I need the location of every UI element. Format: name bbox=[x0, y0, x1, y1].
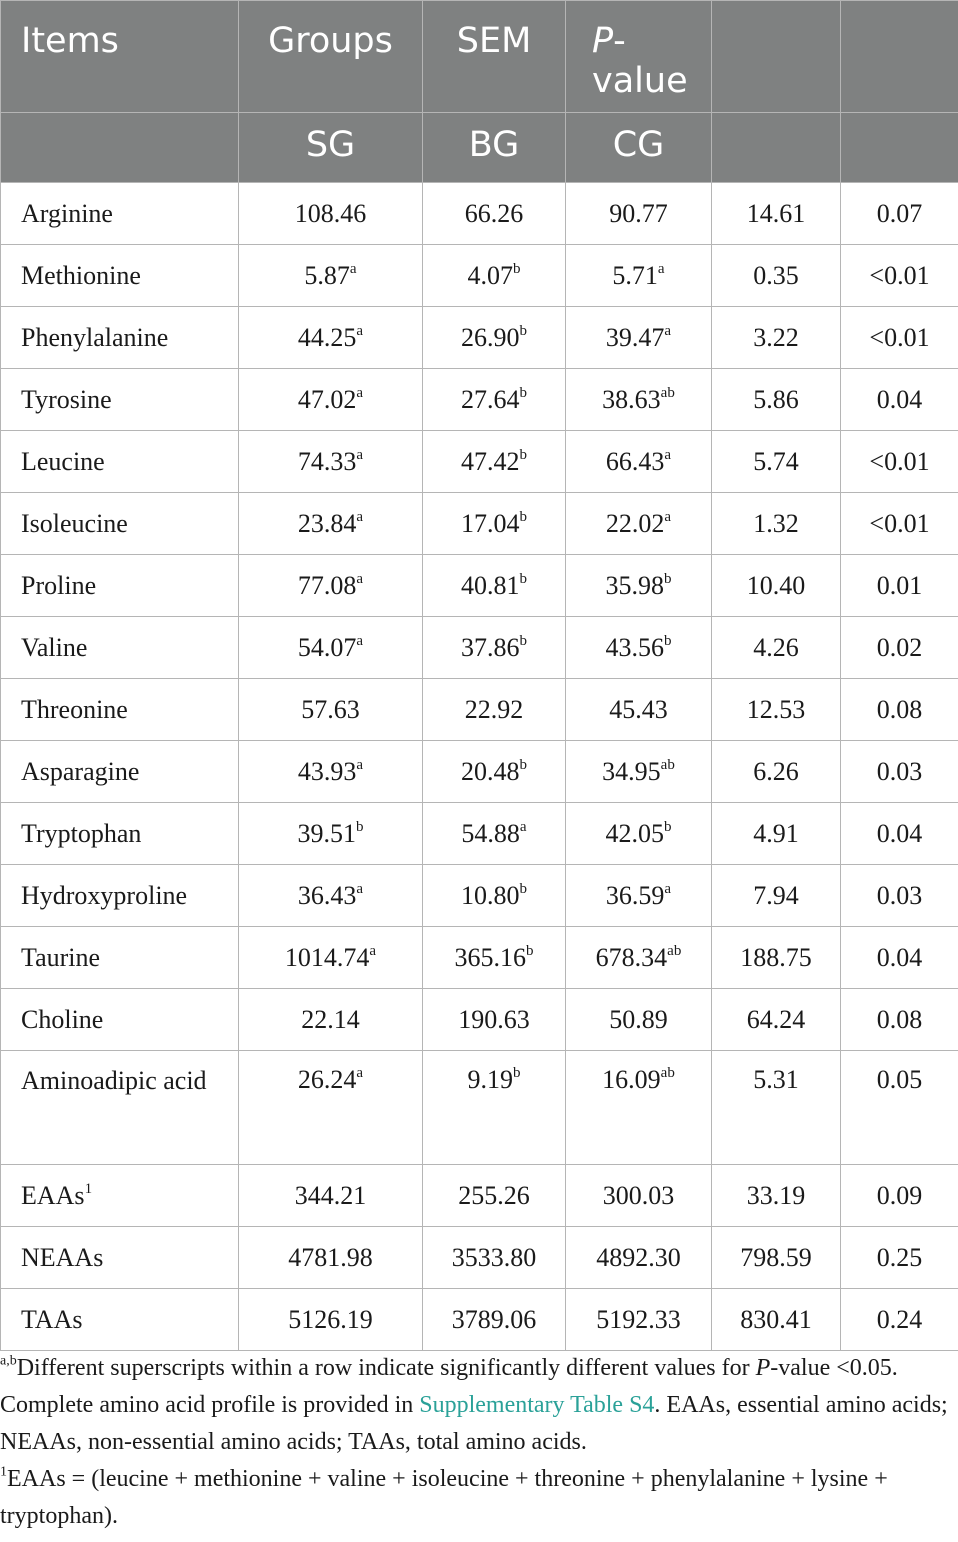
header-sem: SEM bbox=[423, 1, 566, 113]
cell-sem: 4.26 bbox=[712, 617, 841, 679]
cell-cg-superscript: b bbox=[664, 818, 672, 835]
cell-bg-value: 47.42 bbox=[461, 446, 520, 476]
row-item-name bbox=[1, 989, 239, 1051]
cell-bg-superscript: b bbox=[519, 384, 527, 401]
cell-sg-value: 74.33 bbox=[297, 446, 357, 476]
cell-sg-value: 77.08 bbox=[297, 570, 357, 600]
cell-sg bbox=[239, 617, 423, 679]
cell-p: 0.09 bbox=[841, 1165, 958, 1227]
row-item-label: Tyrosine bbox=[21, 384, 112, 414]
cell-bg bbox=[423, 1165, 566, 1227]
cell-sem: 33.19 bbox=[712, 1165, 841, 1227]
cell-p: 0.03 bbox=[841, 865, 958, 927]
cell-bg bbox=[423, 741, 566, 803]
cell-cg-superscript: ab bbox=[667, 942, 682, 959]
cell-cg-superscript: a bbox=[664, 508, 672, 525]
cell-sem: 5.31 bbox=[712, 1051, 841, 1165]
row-item-label: Arginine bbox=[21, 198, 113, 228]
cell-cg bbox=[566, 493, 712, 555]
cell-bg-value: 20.48 bbox=[461, 756, 520, 786]
cell-sg bbox=[239, 679, 423, 741]
cell-bg-value: 37.86 bbox=[461, 632, 520, 662]
table-row bbox=[1, 245, 958, 307]
cell-sg-value: 5126.19 bbox=[288, 1304, 373, 1334]
cell-sg bbox=[239, 1051, 423, 1165]
cell-cg-value: 16.09 bbox=[602, 1065, 661, 1094]
cell-p: <0.01 bbox=[841, 245, 958, 307]
cell-p: <0.01 bbox=[841, 431, 958, 493]
cell-p: 0.04 bbox=[841, 369, 958, 431]
cell-bg-superscript: b bbox=[519, 880, 527, 897]
row-item-name bbox=[1, 803, 239, 865]
cell-sg bbox=[239, 493, 423, 555]
cell-sg-superscript: a bbox=[356, 384, 364, 401]
table-row bbox=[1, 865, 958, 927]
cell-cg-superscript: ab bbox=[660, 756, 675, 773]
cell-bg-value: 3789.06 bbox=[451, 1304, 537, 1334]
cell-p: 0.04 bbox=[841, 927, 958, 989]
cell-cg-superscript: a bbox=[664, 880, 672, 897]
row-item-name bbox=[1, 1289, 239, 1351]
cell-sg bbox=[239, 431, 423, 493]
row-item-label: Threonine bbox=[21, 694, 128, 724]
row-item-name bbox=[1, 183, 239, 245]
table-row bbox=[1, 679, 958, 741]
cell-sg bbox=[239, 1289, 423, 1351]
cell-bg bbox=[423, 1289, 566, 1351]
cell-sg-value: 22.14 bbox=[301, 1004, 360, 1034]
cell-sem: 798.59 bbox=[712, 1227, 841, 1289]
table-footnotes bbox=[0, 1350, 950, 1535]
cell-bg bbox=[423, 989, 566, 1051]
cell-cg-value: 50.89 bbox=[609, 1004, 668, 1034]
cell-sem: 10.40 bbox=[712, 555, 841, 617]
cell-cg-superscript: a bbox=[664, 446, 672, 463]
cell-sem: 5.86 bbox=[712, 369, 841, 431]
table-row bbox=[1, 617, 958, 679]
cell-bg bbox=[423, 1051, 566, 1165]
table-row bbox=[1, 1227, 958, 1289]
cell-cg-value: 300.03 bbox=[602, 1180, 675, 1210]
header-items: Items bbox=[1, 1, 239, 113]
cell-sg-superscript: a bbox=[356, 880, 364, 897]
cell-bg-superscript: b bbox=[519, 756, 527, 773]
cell-sg-superscript: a bbox=[356, 322, 364, 339]
footnote-ab-text-2: -value <0.05. Complete amino acid profile is provided in bbox=[0, 1355, 898, 1418]
table-row bbox=[1, 493, 958, 555]
cell-p: 0.05 bbox=[841, 1051, 958, 1165]
header-empty-1 bbox=[712, 1, 841, 113]
cell-cg-value: 66.43 bbox=[605, 446, 665, 476]
cell-sem: 188.75 bbox=[712, 927, 841, 989]
cell-cg bbox=[566, 1227, 712, 1289]
cell-cg-superscript: b bbox=[664, 632, 672, 649]
cell-bg-superscript: b bbox=[513, 1064, 521, 1081]
cell-sg-superscript: a bbox=[349, 260, 357, 277]
cell-bg-value: 27.64 bbox=[461, 384, 520, 414]
row-item-name bbox=[1, 245, 239, 307]
cell-bg bbox=[423, 307, 566, 369]
cell-sem: 3.22 bbox=[712, 307, 841, 369]
cell-sg-value: 39.51 bbox=[297, 818, 356, 848]
cell-sg bbox=[239, 1227, 423, 1289]
table-row bbox=[1, 1165, 958, 1227]
cell-cg-value: 90.77 bbox=[609, 198, 668, 228]
cell-bg-superscript: b bbox=[519, 632, 527, 649]
row-item-name bbox=[1, 865, 239, 927]
cell-cg bbox=[566, 1289, 712, 1351]
row-item-name bbox=[1, 927, 239, 989]
cell-bg-value: 17.04 bbox=[461, 508, 520, 538]
cell-sg-value: 4781.98 bbox=[288, 1242, 373, 1272]
table-row bbox=[1, 989, 958, 1051]
header-p-dash: - bbox=[613, 21, 626, 61]
row-item-name bbox=[1, 617, 239, 679]
cell-cg-superscript: ab bbox=[660, 1064, 675, 1081]
row-item-label: EAAs bbox=[21, 1180, 85, 1210]
supplementary-table-link[interactable]: Supplementary Table S4 bbox=[419, 1392, 655, 1418]
cell-bg bbox=[423, 493, 566, 555]
footnote-1 bbox=[0, 1461, 950, 1535]
cell-sem: 5.74 bbox=[712, 431, 841, 493]
cell-cg bbox=[566, 183, 712, 245]
cell-cg-value: 42.05 bbox=[605, 818, 664, 848]
cell-sem: 6.26 bbox=[712, 741, 841, 803]
table-body bbox=[1, 183, 958, 1351]
cell-bg-superscript: a bbox=[519, 818, 527, 835]
cell-sg bbox=[239, 555, 423, 617]
cell-bg-value: 9.19 bbox=[467, 1065, 513, 1094]
table-row bbox=[1, 1289, 958, 1351]
cell-bg-value: 66.26 bbox=[464, 198, 524, 228]
header-p-value bbox=[566, 1, 712, 113]
cell-sg-superscript: a bbox=[356, 1064, 364, 1081]
cell-cg-value: 22.02 bbox=[605, 508, 665, 538]
cell-sg bbox=[239, 307, 423, 369]
table-row bbox=[1, 803, 958, 865]
cell-bg-value: 40.81 bbox=[461, 570, 520, 600]
cell-bg-value: 255.26 bbox=[458, 1180, 530, 1210]
cell-sem: 0.35 bbox=[712, 245, 841, 307]
cell-cg-superscript: b bbox=[664, 570, 672, 587]
cell-cg-value: 45.43 bbox=[609, 694, 668, 724]
cell-bg bbox=[423, 245, 566, 307]
cell-sg-value: 108.46 bbox=[294, 198, 367, 228]
cell-sg-value: 1014.74 bbox=[284, 942, 370, 972]
cell-bg-value: 3533.80 bbox=[451, 1242, 537, 1272]
cell-bg-value: 365.16 bbox=[454, 942, 526, 972]
cell-sg bbox=[239, 369, 423, 431]
cell-sem: 830.41 bbox=[712, 1289, 841, 1351]
header-p-letter: P bbox=[592, 21, 614, 61]
cell-cg bbox=[566, 741, 712, 803]
row-item-label: Asparagine bbox=[21, 756, 140, 786]
row-item-name bbox=[1, 741, 239, 803]
footnote-ab bbox=[0, 1350, 950, 1461]
cell-bg-superscript: b bbox=[519, 570, 527, 587]
cell-p: 0.01 bbox=[841, 555, 958, 617]
cell-sem: 7.94 bbox=[712, 865, 841, 927]
cell-sg bbox=[239, 1165, 423, 1227]
cell-bg bbox=[423, 369, 566, 431]
row-item-label: Proline bbox=[21, 570, 97, 600]
table-row bbox=[1, 307, 958, 369]
cell-bg bbox=[423, 927, 566, 989]
row-item-name bbox=[1, 1051, 239, 1165]
cell-sg-value: 43.93 bbox=[297, 756, 357, 786]
cell-sg-value: 36.43 bbox=[297, 880, 357, 910]
cell-sg-value: 26.24 bbox=[297, 1065, 357, 1094]
header-empty-2 bbox=[841, 1, 958, 113]
header-p-word: value bbox=[592, 61, 688, 101]
cell-cg-value: 5192.33 bbox=[596, 1304, 681, 1334]
row-item-label: Isoleucine bbox=[21, 508, 128, 538]
cell-bg-superscript: b bbox=[526, 942, 534, 959]
table-row bbox=[1, 431, 958, 493]
footnote-1-marker: 1 bbox=[0, 1464, 7, 1480]
footnote-ab-text-3: . EAAs, essential amino acids; NEAAs, non-essential amino acids; TAAs, total amino acids. bbox=[0, 1392, 948, 1455]
cell-cg-value: 34.95 bbox=[602, 756, 661, 786]
cell-sem: 14.61 bbox=[712, 183, 841, 245]
cell-sg-superscript: a bbox=[356, 508, 364, 525]
cell-cg bbox=[566, 927, 712, 989]
cell-cg bbox=[566, 555, 712, 617]
cell-bg bbox=[423, 1227, 566, 1289]
cell-cg-value: 35.98 bbox=[605, 570, 664, 600]
cell-bg-superscript: b bbox=[519, 446, 527, 463]
header-groups: Groups bbox=[239, 1, 423, 113]
cell-cg bbox=[566, 1051, 712, 1165]
table-row bbox=[1, 555, 958, 617]
row-item-name bbox=[1, 555, 239, 617]
cell-cg bbox=[566, 431, 712, 493]
cell-cg-value: 4892.30 bbox=[596, 1242, 681, 1272]
cell-sg bbox=[239, 989, 423, 1051]
row-item-name bbox=[1, 493, 239, 555]
row-item-name bbox=[1, 431, 239, 493]
cell-sem: 4.91 bbox=[712, 803, 841, 865]
row-item-label: Taurine bbox=[21, 942, 101, 972]
cell-p: 0.25 bbox=[841, 1227, 958, 1289]
row-item-name bbox=[1, 679, 239, 741]
row-item-name bbox=[1, 307, 239, 369]
header-empty-4 bbox=[841, 113, 958, 183]
header-empty-3 bbox=[712, 113, 841, 183]
row-item-label: TAAs bbox=[21, 1304, 83, 1334]
row-item-label: Hydroxyproline bbox=[21, 880, 188, 910]
footnote-1-text: EAAs = (leucine + methionine + valine + isoleucine + threonine + phenylalanine + lysine + tryptophan). bbox=[0, 1466, 888, 1529]
cell-cg-value: 39.47 bbox=[605, 322, 665, 352]
cell-bg bbox=[423, 555, 566, 617]
cell-p: 0.24 bbox=[841, 1289, 958, 1351]
cell-cg-superscript: a bbox=[664, 322, 672, 339]
table-row bbox=[1, 1051, 958, 1165]
cell-bg-value: 26.90 bbox=[461, 322, 520, 352]
cell-sg-superscript: a bbox=[356, 632, 364, 649]
cell-bg bbox=[423, 803, 566, 865]
row-item-label: Valine bbox=[21, 632, 88, 662]
row-item-label: Tryptophan bbox=[21, 818, 142, 848]
table-row bbox=[1, 183, 958, 245]
cell-cg-value: 38.63 bbox=[602, 384, 661, 414]
cell-bg-value: 54.88 bbox=[461, 818, 520, 848]
table-row bbox=[1, 927, 958, 989]
cell-sg bbox=[239, 803, 423, 865]
cell-cg bbox=[566, 617, 712, 679]
header-cg: CG bbox=[566, 113, 712, 183]
cell-p: 0.07 bbox=[841, 183, 958, 245]
row-item-footnote-marker: 1 bbox=[84, 1180, 93, 1197]
row-item-label: Aminoadipic acid bbox=[21, 1066, 207, 1095]
cell-bg bbox=[423, 431, 566, 493]
cell-sem: 64.24 bbox=[712, 989, 841, 1051]
cell-cg bbox=[566, 803, 712, 865]
cell-sem: 12.53 bbox=[712, 679, 841, 741]
row-item-label: Choline bbox=[21, 1004, 104, 1034]
cell-sg-value: 44.25 bbox=[297, 322, 357, 352]
row-item-label: Methionine bbox=[21, 260, 141, 290]
header-blank bbox=[1, 113, 239, 183]
cell-sg bbox=[239, 741, 423, 803]
row-item-label: Leucine bbox=[21, 446, 105, 476]
cell-sg bbox=[239, 927, 423, 989]
cell-bg-value: 10.80 bbox=[461, 880, 520, 910]
cell-bg-superscript: b bbox=[519, 322, 527, 339]
cell-sem: 1.32 bbox=[712, 493, 841, 555]
header-row-1 bbox=[1, 1, 958, 113]
cell-bg bbox=[423, 679, 566, 741]
cell-p: 0.08 bbox=[841, 679, 958, 741]
cell-cg-superscript: a bbox=[657, 260, 665, 277]
row-item-name bbox=[1, 1165, 239, 1227]
cell-cg bbox=[566, 1165, 712, 1227]
row-item-label: NEAAs bbox=[21, 1242, 104, 1272]
cell-cg-value: 43.56 bbox=[605, 632, 664, 662]
cell-sg bbox=[239, 183, 423, 245]
cell-sg-value: 23.84 bbox=[297, 508, 357, 538]
cell-sg-superscript: a bbox=[369, 942, 377, 959]
cell-cg-value: 36.59 bbox=[605, 880, 665, 910]
header-row-2 bbox=[1, 113, 958, 183]
row-item-label: Phenylalanine bbox=[21, 322, 169, 352]
cell-cg-superscript: ab bbox=[660, 384, 675, 401]
cell-sg-value: 344.21 bbox=[294, 1180, 367, 1210]
cell-cg-value: 5.71 bbox=[612, 260, 658, 290]
footnote-ab-marker: a,b bbox=[0, 1353, 17, 1369]
cell-sg-value: 57.63 bbox=[301, 694, 360, 724]
cell-bg bbox=[423, 617, 566, 679]
cell-p: 0.02 bbox=[841, 617, 958, 679]
header-sg: SG bbox=[239, 113, 423, 183]
cell-bg-superscript: b bbox=[519, 508, 527, 525]
table-row bbox=[1, 369, 958, 431]
cell-bg-value: 190.63 bbox=[458, 1004, 530, 1034]
footnote-ab-text-1: Different superscripts within a row indicate significantly different values for bbox=[16, 1355, 756, 1381]
cell-sg-superscript: a bbox=[356, 570, 364, 587]
cell-sg-superscript: a bbox=[356, 756, 364, 773]
cell-cg bbox=[566, 679, 712, 741]
cell-sg-value: 54.07 bbox=[297, 632, 357, 662]
row-item-name bbox=[1, 369, 239, 431]
cell-bg-superscript: b bbox=[513, 260, 521, 277]
cell-cg bbox=[566, 307, 712, 369]
cell-sg-value: 47.02 bbox=[297, 384, 357, 414]
cell-cg bbox=[566, 865, 712, 927]
cell-cg bbox=[566, 989, 712, 1051]
cell-cg bbox=[566, 369, 712, 431]
cell-cg-value: 678.34 bbox=[595, 942, 668, 972]
footnote-ab-p: P bbox=[755, 1355, 771, 1381]
cell-p: 0.04 bbox=[841, 803, 958, 865]
header-bg: BG bbox=[423, 113, 566, 183]
cell-p: <0.01 bbox=[841, 493, 958, 555]
cell-cg bbox=[566, 245, 712, 307]
cell-sg-superscript: a bbox=[356, 446, 364, 463]
cell-p: <0.01 bbox=[841, 307, 958, 369]
cell-bg-value: 4.07 bbox=[467, 260, 513, 290]
cell-sg bbox=[239, 865, 423, 927]
row-item-name bbox=[1, 1227, 239, 1289]
cell-sg bbox=[239, 245, 423, 307]
cell-bg bbox=[423, 865, 566, 927]
cell-p: 0.08 bbox=[841, 989, 958, 1051]
cell-sg-superscript: b bbox=[356, 818, 364, 835]
cell-p: 0.03 bbox=[841, 741, 958, 803]
cell-bg-value: 22.92 bbox=[464, 694, 524, 724]
cell-bg bbox=[423, 183, 566, 245]
cell-sg-value: 5.87 bbox=[304, 260, 350, 290]
table-row bbox=[1, 741, 958, 803]
